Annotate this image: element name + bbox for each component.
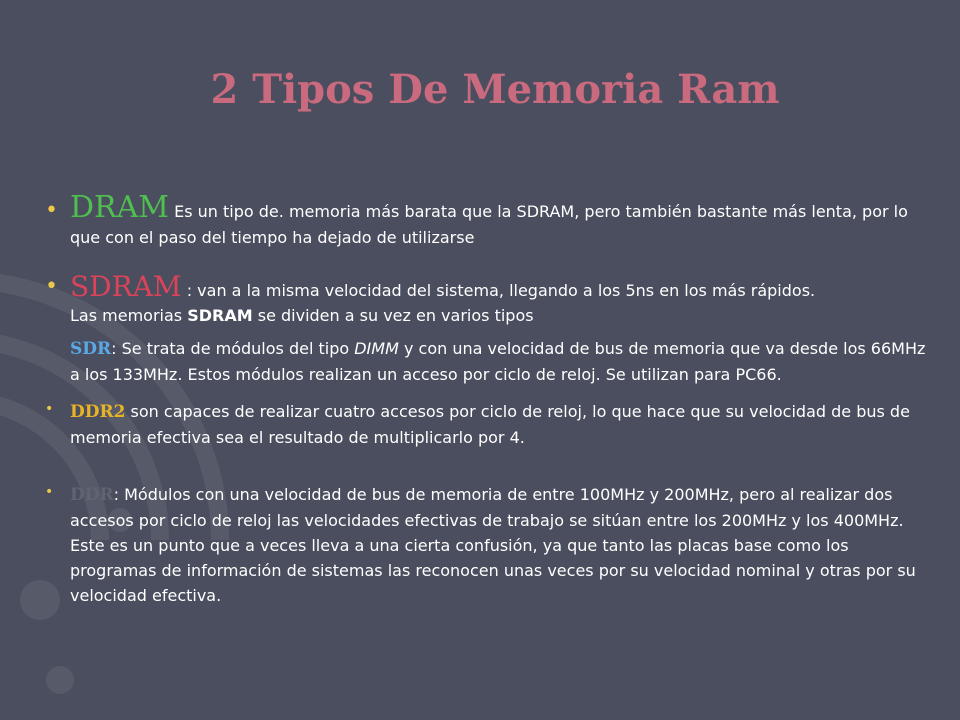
list-item-ddr2 — [40, 399, 935, 450]
list-item-ddr — [40, 482, 935, 608]
sdram-types-pre: Las memorias — [70, 306, 188, 325]
sdram-types-line — [70, 303, 935, 328]
description-sdr-em: DIMM — [354, 339, 399, 358]
sub-item-sdr — [70, 336, 935, 387]
term-dram: DRAM — [70, 190, 170, 225]
term-ddr: DDR — [70, 485, 114, 505]
term-sdram: SDRAM — [70, 270, 182, 303]
slide-title: 2 Tipos De Memoria Ram — [210, 66, 780, 113]
description-ddr: : Módulos con una velocidad de bus de memoria de entre 100MHz y 200MHz, pero al realizar dos accesos por ciclo de reloj las velocidades efectivas de trabajo se sitúan entre los 200MHz y los 400MHz. Este es un punto que a veces lleva a una cierta confusión, ya que tanto las placas base como los programas de información de sistemas las reconocen unas veces por su velocidad nominal y otras por su velocidad efectiva. — [70, 485, 916, 605]
description-sdr-pre: : Se trata de módulos del tipo — [111, 339, 355, 358]
description-sdram: : van a la misma velocidad del sistema, llegando a los 5ns en los más rápidos. — [181, 281, 816, 300]
bullet-icon: • — [45, 274, 58, 299]
term-sdr: SDR — [70, 339, 112, 359]
content-list — [40, 190, 935, 608]
bullet-icon: • — [45, 484, 54, 500]
bullet-icon: • — [45, 401, 54, 417]
description-ddr2: son capaces de realizar cuatro accesos por ciclo de reloj, lo que hace que su velocidad de bus de memoria efectiva sea el resultado de multiplicarlo por 4. — [70, 402, 910, 447]
term-ddr2: DDR2 — [70, 402, 126, 422]
sdram-types-bold: SDRAM — [187, 306, 253, 325]
sdram-types-post: se dividen a su vez en varios tipos — [252, 306, 534, 325]
list-item-dram — [40, 190, 935, 250]
list-item-sdram — [40, 270, 935, 387]
description-sdr-post: y con una velocidad de bus de memoria que va desde los 66MHz a los 133MHz. Estos módulos realizan un acceso por ciclo de reloj. Se utilizan para PC66. — [70, 339, 926, 384]
bullet-icon: • — [45, 198, 58, 223]
description-dram: Es un tipo de. memoria más barata que la SDRAM, pero también bastante más lenta, por lo que con el paso del tiempo ha dejado de utilizarse — [70, 202, 908, 247]
